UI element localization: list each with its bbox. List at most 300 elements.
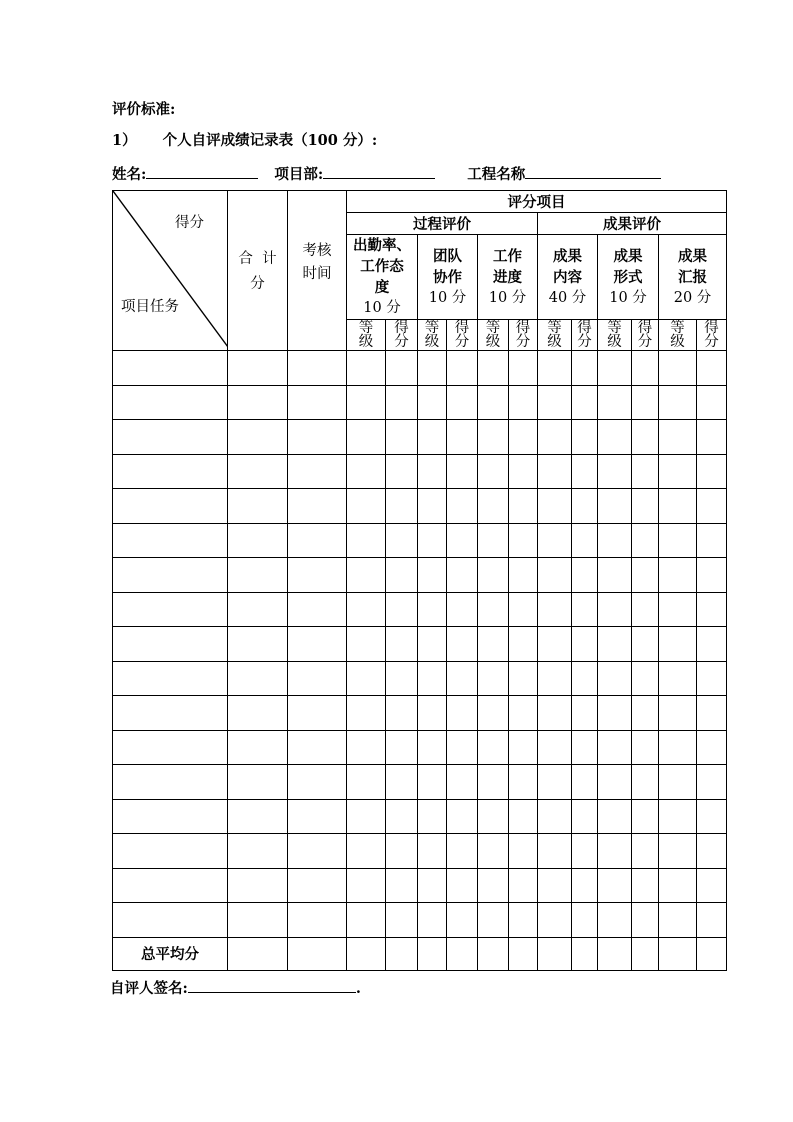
table-cell[interactable] xyxy=(228,627,288,662)
table-cell[interactable] xyxy=(447,420,478,455)
table-cell[interactable] xyxy=(386,627,418,662)
table-cell[interactable] xyxy=(418,903,447,938)
table-cell[interactable] xyxy=(228,558,288,593)
table-cell[interactable] xyxy=(228,523,288,558)
table-cell[interactable] xyxy=(347,489,386,524)
table-cell[interactable] xyxy=(228,420,288,455)
table-cell[interactable] xyxy=(418,937,447,970)
table-cell[interactable] xyxy=(659,454,697,489)
table-cell[interactable] xyxy=(697,937,727,970)
table-cell[interactable] xyxy=(538,799,572,834)
table-cell[interactable] xyxy=(447,592,478,627)
table-cell[interactable] xyxy=(386,868,418,903)
table-cell[interactable] xyxy=(572,799,598,834)
table-cell[interactable] xyxy=(418,385,447,420)
table-cell[interactable] xyxy=(697,799,727,834)
table-cell[interactable] xyxy=(288,799,347,834)
table-cell[interactable] xyxy=(632,385,659,420)
table-cell[interactable] xyxy=(632,592,659,627)
table-cell[interactable] xyxy=(598,834,632,869)
table-cell[interactable] xyxy=(538,696,572,731)
table-cell[interactable] xyxy=(572,868,598,903)
table-cell[interactable] xyxy=(418,558,447,593)
table-cell[interactable] xyxy=(632,558,659,593)
table-cell[interactable] xyxy=(418,351,447,386)
table-cell[interactable] xyxy=(228,351,288,386)
score-subheader xyxy=(509,320,538,351)
table-cell[interactable] xyxy=(447,696,478,731)
table-cell[interactable] xyxy=(632,661,659,696)
table-cell[interactable] xyxy=(386,558,418,593)
table-cell[interactable] xyxy=(386,420,418,455)
table-cell[interactable] xyxy=(347,834,386,869)
table-cell[interactable] xyxy=(228,937,288,970)
table-cell[interactable] xyxy=(447,903,478,938)
table-cell[interactable] xyxy=(509,351,538,386)
table-cell[interactable] xyxy=(418,799,447,834)
criteria-header xyxy=(598,235,659,320)
table-cell[interactable] xyxy=(478,937,509,970)
table-cell[interactable] xyxy=(447,868,478,903)
table-cell[interactable] xyxy=(598,868,632,903)
table-cell[interactable] xyxy=(418,661,447,696)
table-cell[interactable] xyxy=(228,903,288,938)
table-cell[interactable] xyxy=(697,420,727,455)
table-cell[interactable] xyxy=(697,489,727,524)
table-cell[interactable] xyxy=(572,834,598,869)
table-cell[interactable] xyxy=(538,385,572,420)
table-cell[interactable] xyxy=(598,523,632,558)
table-cell[interactable] xyxy=(347,558,386,593)
table-cell[interactable] xyxy=(659,523,697,558)
table-cell[interactable] xyxy=(418,592,447,627)
table-cell[interactable] xyxy=(659,351,697,386)
table-cell[interactable] xyxy=(113,385,228,420)
table-cell[interactable] xyxy=(538,661,572,696)
table-cell[interactable] xyxy=(447,558,478,593)
table-cell[interactable] xyxy=(697,868,727,903)
table-cell[interactable] xyxy=(632,903,659,938)
table-cell[interactable] xyxy=(288,454,347,489)
table-cell[interactable] xyxy=(288,523,347,558)
table-cell[interactable] xyxy=(659,558,697,593)
criteria-label: 出勤率、 xyxy=(353,237,411,254)
table-cell[interactable] xyxy=(509,834,538,869)
score-subheader xyxy=(386,320,418,351)
table-cell[interactable] xyxy=(386,937,418,970)
table-cell[interactable] xyxy=(572,730,598,765)
table-cell[interactable] xyxy=(659,903,697,938)
table-cell[interactable] xyxy=(347,351,386,386)
table-cell[interactable] xyxy=(538,351,572,386)
table-cell[interactable] xyxy=(418,868,447,903)
table-cell[interactable] xyxy=(659,385,697,420)
table-cell[interactable] xyxy=(113,420,228,455)
table-cell[interactable] xyxy=(509,903,538,938)
table-row xyxy=(113,351,727,386)
table-cell[interactable] xyxy=(347,661,386,696)
table-cell[interactable] xyxy=(447,523,478,558)
table-row xyxy=(113,523,727,558)
table-cell[interactable] xyxy=(347,903,386,938)
table-cell[interactable] xyxy=(538,627,572,662)
table-cell[interactable] xyxy=(386,661,418,696)
table-cell[interactable] xyxy=(659,799,697,834)
table-cell[interactable] xyxy=(659,661,697,696)
table-cell[interactable] xyxy=(478,696,509,731)
table-cell[interactable] xyxy=(347,523,386,558)
table-cell[interactable] xyxy=(509,661,538,696)
table-cell[interactable] xyxy=(478,558,509,593)
table-cell[interactable] xyxy=(509,799,538,834)
table-cell[interactable] xyxy=(288,351,347,386)
table-row xyxy=(113,799,727,834)
criteria-label: 团队 xyxy=(433,247,462,265)
subheader-char: 等 xyxy=(670,320,685,336)
table-cell[interactable] xyxy=(509,385,538,420)
table-cell[interactable] xyxy=(697,523,727,558)
total-score-header xyxy=(228,191,288,351)
table-cell[interactable] xyxy=(509,696,538,731)
table-cell[interactable] xyxy=(598,351,632,386)
table-cell[interactable] xyxy=(113,558,228,593)
table-cell[interactable] xyxy=(228,834,288,869)
table-cell[interactable] xyxy=(478,385,509,420)
table-cell[interactable] xyxy=(478,868,509,903)
table-cell[interactable] xyxy=(418,834,447,869)
table-cell[interactable] xyxy=(347,868,386,903)
result-eval-header: 成果评价 xyxy=(538,213,727,235)
table-cell[interactable] xyxy=(386,903,418,938)
table-cell[interactable] xyxy=(447,834,478,869)
table-cell[interactable] xyxy=(228,868,288,903)
table-cell[interactable] xyxy=(659,765,697,800)
table-cell[interactable] xyxy=(632,420,659,455)
table-cell[interactable] xyxy=(347,765,386,800)
table-cell[interactable] xyxy=(386,385,418,420)
table-cell[interactable] xyxy=(113,489,228,524)
table-cell[interactable] xyxy=(572,765,598,800)
table-cell[interactable] xyxy=(418,730,447,765)
table-cell[interactable] xyxy=(632,868,659,903)
table-cell[interactable] xyxy=(632,454,659,489)
table-cell[interactable] xyxy=(478,454,509,489)
table-cell[interactable] xyxy=(228,489,288,524)
criteria-header xyxy=(659,235,727,320)
table-cell[interactable] xyxy=(598,489,632,524)
table-cell[interactable] xyxy=(478,592,509,627)
table-cell[interactable] xyxy=(228,385,288,420)
table-cell[interactable] xyxy=(418,627,447,662)
table-cell[interactable] xyxy=(228,799,288,834)
table-cell[interactable] xyxy=(478,627,509,662)
table-cell[interactable] xyxy=(447,799,478,834)
table-cell[interactable] xyxy=(347,799,386,834)
table-cell[interactable] xyxy=(113,627,228,662)
table-cell[interactable] xyxy=(478,799,509,834)
table-cell[interactable] xyxy=(697,592,727,627)
table-cell[interactable] xyxy=(632,730,659,765)
table-cell[interactable] xyxy=(113,592,228,627)
table-cell[interactable] xyxy=(478,730,509,765)
table-cell[interactable] xyxy=(659,696,697,731)
table-row xyxy=(113,558,727,593)
table-cell[interactable] xyxy=(572,696,598,731)
table-cell[interactable] xyxy=(598,661,632,696)
table-cell[interactable] xyxy=(538,765,572,800)
table-cell[interactable] xyxy=(572,420,598,455)
table-cell[interactable] xyxy=(538,454,572,489)
table-cell[interactable] xyxy=(228,592,288,627)
table-cell[interactable] xyxy=(447,351,478,386)
table-cell[interactable] xyxy=(113,523,228,558)
table-cell[interactable] xyxy=(418,420,447,455)
table-cell[interactable] xyxy=(386,351,418,386)
table-cell[interactable] xyxy=(478,661,509,696)
table-cell[interactable] xyxy=(697,765,727,800)
table-cell[interactable] xyxy=(632,937,659,970)
table-cell[interactable] xyxy=(598,799,632,834)
table-cell[interactable] xyxy=(347,454,386,489)
table-cell[interactable] xyxy=(538,420,572,455)
table-cell[interactable] xyxy=(386,592,418,627)
table-cell[interactable] xyxy=(632,765,659,800)
table-cell[interactable] xyxy=(509,420,538,455)
table-cell[interactable] xyxy=(572,937,598,970)
table-cell[interactable] xyxy=(632,523,659,558)
table-cell[interactable] xyxy=(509,454,538,489)
table-cell[interactable] xyxy=(509,937,538,970)
table-cell[interactable] xyxy=(509,765,538,800)
table-cell[interactable] xyxy=(659,627,697,662)
table-cell[interactable] xyxy=(478,523,509,558)
subheader-char: 分 xyxy=(637,334,653,350)
table-cell[interactable] xyxy=(447,661,478,696)
table-cell[interactable] xyxy=(632,696,659,731)
table-cell[interactable] xyxy=(697,351,727,386)
table-cell[interactable] xyxy=(113,730,228,765)
table-cell[interactable] xyxy=(447,765,478,800)
table-cell[interactable] xyxy=(478,489,509,524)
table-cell[interactable] xyxy=(509,523,538,558)
table-cell[interactable] xyxy=(228,454,288,489)
table-cell[interactable] xyxy=(113,696,228,731)
table-cell[interactable] xyxy=(538,558,572,593)
table-cell[interactable] xyxy=(288,765,347,800)
table-cell[interactable] xyxy=(418,765,447,800)
table-cell[interactable] xyxy=(478,351,509,386)
table-cell[interactable] xyxy=(386,523,418,558)
table-cell[interactable] xyxy=(659,937,697,970)
criteria-label: 度 xyxy=(374,279,390,296)
table-cell[interactable] xyxy=(478,903,509,938)
table-cell[interactable] xyxy=(697,834,727,869)
table-cell[interactable] xyxy=(632,834,659,869)
subheader-char: 分 xyxy=(577,334,592,350)
table-cell[interactable] xyxy=(228,661,288,696)
table-cell[interactable] xyxy=(386,765,418,800)
table-cell[interactable] xyxy=(509,592,538,627)
criteria-points: 10 分 xyxy=(363,300,401,316)
table-cell[interactable] xyxy=(228,696,288,731)
table-cell[interactable] xyxy=(113,661,228,696)
name-field[interactable] xyxy=(146,161,258,179)
table-cell[interactable] xyxy=(632,799,659,834)
table-cell[interactable] xyxy=(386,730,418,765)
table-cell[interactable] xyxy=(538,523,572,558)
table-cell[interactable] xyxy=(572,351,598,386)
table-cell[interactable] xyxy=(288,661,347,696)
table-cell[interactable] xyxy=(538,730,572,765)
table-cell[interactable] xyxy=(447,385,478,420)
table-cell[interactable] xyxy=(572,523,598,558)
table-cell[interactable] xyxy=(572,661,598,696)
table-cell[interactable] xyxy=(509,730,538,765)
table-cell[interactable] xyxy=(478,420,509,455)
table-cell[interactable] xyxy=(347,627,386,662)
table-cell[interactable] xyxy=(598,385,632,420)
table-cell[interactable] xyxy=(598,454,632,489)
time-label-b: 时间 xyxy=(302,266,332,282)
table-cell[interactable] xyxy=(386,696,418,731)
table-cell[interactable] xyxy=(478,834,509,869)
table-cell[interactable] xyxy=(288,592,347,627)
dept-field[interactable] xyxy=(323,161,435,179)
score-record-table xyxy=(112,190,727,971)
table-cell[interactable] xyxy=(598,937,632,970)
criteria-header xyxy=(538,235,598,320)
table-cell[interactable] xyxy=(113,799,228,834)
table-cell[interactable] xyxy=(447,454,478,489)
table-cell[interactable] xyxy=(288,385,347,420)
table-cell[interactable] xyxy=(538,489,572,524)
table-cell[interactable] xyxy=(347,696,386,731)
table-cell[interactable] xyxy=(228,730,288,765)
table-cell[interactable] xyxy=(598,420,632,455)
table-cell[interactable] xyxy=(347,730,386,765)
table-cell[interactable] xyxy=(113,834,228,869)
table-cell[interactable] xyxy=(288,834,347,869)
table-cell[interactable] xyxy=(447,937,478,970)
table-cell[interactable] xyxy=(538,903,572,938)
table-cell[interactable] xyxy=(659,420,697,455)
table-cell[interactable] xyxy=(418,696,447,731)
table-cell[interactable] xyxy=(598,730,632,765)
table-cell[interactable] xyxy=(572,489,598,524)
table-cell[interactable] xyxy=(288,420,347,455)
table-cell[interactable] xyxy=(697,661,727,696)
table-cell[interactable] xyxy=(418,454,447,489)
assessment-time-header xyxy=(288,191,347,351)
table-cell[interactable] xyxy=(659,730,697,765)
table-cell[interactable] xyxy=(386,834,418,869)
table-cell[interactable] xyxy=(288,868,347,903)
criteria-header xyxy=(478,235,538,320)
table-cell[interactable] xyxy=(697,558,727,593)
table-cell[interactable] xyxy=(447,627,478,662)
table-cell[interactable] xyxy=(113,868,228,903)
table-cell[interactable] xyxy=(113,454,228,489)
table-cell[interactable] xyxy=(598,903,632,938)
table-cell[interactable] xyxy=(509,868,538,903)
table-cell[interactable] xyxy=(598,558,632,593)
table-cell[interactable] xyxy=(509,627,538,662)
signature-field[interactable] xyxy=(188,975,356,993)
table-cell[interactable] xyxy=(386,454,418,489)
table-cell[interactable] xyxy=(572,627,598,662)
score-corner-label: 得分 xyxy=(175,215,204,231)
table-cell[interactable] xyxy=(659,834,697,869)
table-cell[interactable] xyxy=(538,592,572,627)
table-row xyxy=(113,489,727,524)
criteria-label: 内容 xyxy=(553,268,582,286)
table-cell[interactable] xyxy=(418,489,447,524)
table-cell[interactable] xyxy=(538,834,572,869)
table-cell[interactable] xyxy=(697,385,727,420)
table-cell[interactable] xyxy=(347,420,386,455)
table-cell[interactable] xyxy=(697,730,727,765)
table-cell[interactable] xyxy=(288,730,347,765)
table-cell[interactable] xyxy=(113,765,228,800)
table-cell[interactable] xyxy=(288,696,347,731)
table-cell[interactable] xyxy=(347,937,386,970)
table-cell[interactable] xyxy=(386,799,418,834)
table-cell[interactable] xyxy=(288,937,347,970)
table-cell[interactable] xyxy=(572,454,598,489)
table-cell[interactable] xyxy=(572,385,598,420)
table-cell[interactable] xyxy=(509,558,538,593)
table-cell[interactable] xyxy=(288,627,347,662)
table-cell[interactable] xyxy=(659,868,697,903)
table-cell[interactable] xyxy=(228,765,288,800)
table-cell[interactable] xyxy=(538,868,572,903)
table-cell[interactable] xyxy=(659,592,697,627)
table-cell[interactable] xyxy=(509,489,538,524)
table-cell[interactable] xyxy=(347,592,386,627)
table-cell[interactable] xyxy=(288,558,347,593)
table-cell[interactable] xyxy=(113,903,228,938)
table-cell[interactable] xyxy=(538,937,572,970)
table-cell[interactable] xyxy=(288,489,347,524)
table-cell[interactable] xyxy=(447,730,478,765)
table-cell[interactable] xyxy=(478,765,509,800)
process-eval-header: 过程评价 xyxy=(347,213,538,235)
table-cell[interactable] xyxy=(632,489,659,524)
table-cell[interactable] xyxy=(598,592,632,627)
table-cell[interactable] xyxy=(572,592,598,627)
table-cell[interactable] xyxy=(572,903,598,938)
table-cell[interactable] xyxy=(697,903,727,938)
table-cell[interactable] xyxy=(632,351,659,386)
project-field[interactable] xyxy=(525,161,661,179)
table-cell[interactable] xyxy=(288,903,347,938)
table-cell[interactable] xyxy=(447,489,478,524)
table-cell[interactable] xyxy=(697,627,727,662)
table-cell[interactable] xyxy=(347,385,386,420)
table-cell[interactable] xyxy=(659,489,697,524)
table-cell[interactable] xyxy=(598,627,632,662)
table-cell[interactable] xyxy=(386,489,418,524)
table-cell[interactable] xyxy=(572,558,598,593)
table-cell[interactable] xyxy=(113,351,228,386)
subheader-char: 级 xyxy=(424,334,440,350)
table-cell[interactable] xyxy=(598,765,632,800)
table-cell[interactable] xyxy=(697,696,727,731)
table-cell[interactable] xyxy=(697,454,727,489)
table-cell[interactable] xyxy=(632,627,659,662)
table-cell[interactable] xyxy=(418,523,447,558)
table-cell[interactable] xyxy=(598,696,632,731)
